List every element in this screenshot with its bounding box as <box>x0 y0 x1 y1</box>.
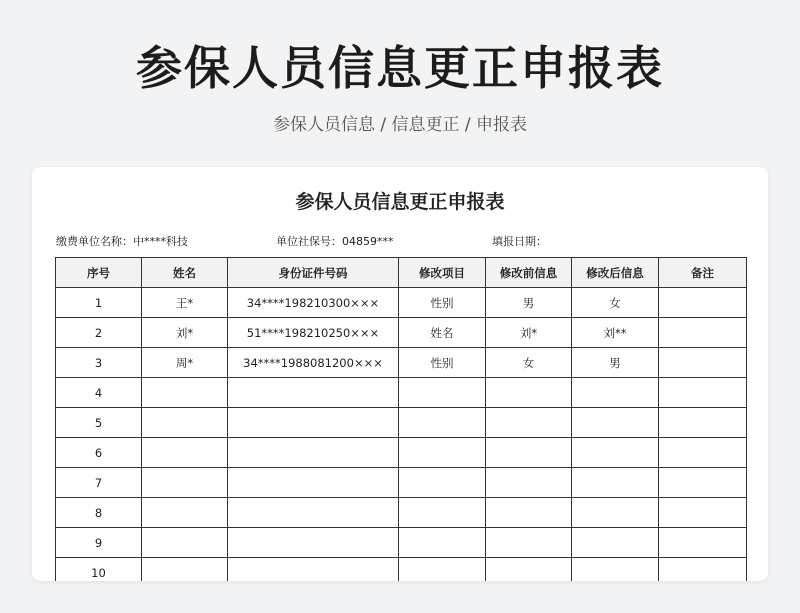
table-row <box>56 408 747 438</box>
column-header-name: 姓名 <box>142 258 228 288</box>
cell-index: 2 <box>56 318 142 348</box>
table-row <box>56 288 747 318</box>
table-body <box>56 288 747 582</box>
cell-remarks[interactable] <box>659 288 747 318</box>
cell-after[interactable] <box>572 378 659 408</box>
column-header-id-number: 身份证件号码 <box>228 258 399 288</box>
cell-modified-item[interactable] <box>399 498 486 528</box>
table-header-row <box>56 258 747 288</box>
cell-before: 女 <box>486 348 572 378</box>
cell-id-number[interactable] <box>228 468 399 498</box>
cell-remarks[interactable] <box>659 558 747 582</box>
cell-id-number: 51****198210250××× <box>228 318 399 348</box>
cell-name[interactable] <box>142 438 228 468</box>
cell-name[interactable] <box>142 528 228 558</box>
cell-modified-item: 性别 <box>399 288 486 318</box>
fill-date-field <box>492 234 547 250</box>
cell-remarks[interactable] <box>659 378 747 408</box>
cell-id-number[interactable] <box>228 528 399 558</box>
cell-id-number: 34****198210300××× <box>228 288 399 318</box>
cell-index[interactable]: 5 <box>56 408 142 438</box>
cell-id-number: 34****1988081200××× <box>228 348 399 378</box>
table-row <box>56 468 747 498</box>
cell-modified-item[interactable] <box>399 408 486 438</box>
cell-remarks[interactable] <box>659 498 747 528</box>
cell-before[interactable] <box>486 438 572 468</box>
cell-modified-item[interactable] <box>399 378 486 408</box>
cell-modified-item: 性别 <box>399 348 486 378</box>
cell-after: 男 <box>572 348 659 378</box>
cell-id-number[interactable] <box>228 438 399 468</box>
cell-after[interactable] <box>572 438 659 468</box>
cell-modified-item: 姓名 <box>399 318 486 348</box>
table-row <box>56 528 747 558</box>
table-row <box>56 498 747 528</box>
cell-before[interactable] <box>486 498 572 528</box>
cell-before[interactable] <box>486 408 572 438</box>
cell-after: 刘** <box>572 318 659 348</box>
cell-remarks[interactable] <box>659 408 747 438</box>
table-row <box>56 318 747 348</box>
table-row <box>56 378 747 408</box>
cell-name: 刘* <box>142 318 228 348</box>
cell-index: 1 <box>56 288 142 318</box>
cell-before: 男 <box>486 288 572 318</box>
cell-name[interactable] <box>142 468 228 498</box>
cell-after[interactable] <box>572 558 659 582</box>
column-header-modified-item: 修改项目 <box>399 258 486 288</box>
unit-name-label: 缴费单位名称： <box>56 235 133 248</box>
cell-modified-item[interactable] <box>399 468 486 498</box>
table-row <box>56 348 747 378</box>
cell-remarks[interactable] <box>659 438 747 468</box>
cell-before[interactable] <box>486 378 572 408</box>
cell-remarks[interactable] <box>659 318 747 348</box>
social-security-number-value: 04859*** <box>342 235 394 248</box>
social-security-number-field <box>276 234 394 250</box>
cell-after: 女 <box>572 288 659 318</box>
cell-index[interactable]: 8 <box>56 498 142 528</box>
column-header-after: 修改后信息 <box>572 258 659 288</box>
form-card <box>32 167 768 581</box>
form-title: 参保人员信息更正申报表 <box>295 191 505 213</box>
cell-modified-item[interactable] <box>399 558 486 582</box>
cell-before[interactable] <box>486 528 572 558</box>
column-header-index: 序号 <box>56 258 142 288</box>
cell-modified-item[interactable] <box>399 438 486 468</box>
column-header-before: 修改前信息 <box>486 258 572 288</box>
cell-name: 周* <box>142 348 228 378</box>
column-header-remarks: 备注 <box>659 258 747 288</box>
cell-remarks[interactable] <box>659 348 747 378</box>
cell-id-number[interactable] <box>228 378 399 408</box>
cell-after[interactable] <box>572 498 659 528</box>
cell-id-number[interactable] <box>228 498 399 528</box>
cell-after[interactable] <box>572 528 659 558</box>
cell-before[interactable] <box>486 468 572 498</box>
table-row <box>56 438 747 468</box>
cell-remarks[interactable] <box>659 468 747 498</box>
unit-name-field <box>56 234 188 250</box>
cell-index[interactable]: 10 <box>56 558 142 582</box>
cell-remarks[interactable] <box>659 528 747 558</box>
social-security-number-label: 单位社保号： <box>276 235 342 248</box>
cell-modified-item[interactable] <box>399 528 486 558</box>
cell-before[interactable] <box>486 558 572 582</box>
table-row <box>56 558 747 582</box>
cell-id-number[interactable] <box>228 558 399 582</box>
cell-name[interactable] <box>142 378 228 408</box>
cell-after[interactable] <box>572 468 659 498</box>
unit-name-value: 中****科技 <box>133 235 188 248</box>
fill-date-label: 填报日期： <box>492 235 547 248</box>
cell-name[interactable] <box>142 558 228 582</box>
page-subtitle: 参保人员信息 / 信息更正 / 申报表 <box>272 115 528 135</box>
cell-index[interactable]: 9 <box>56 528 142 558</box>
cell-name[interactable] <box>142 408 228 438</box>
cell-name[interactable] <box>142 498 228 528</box>
cell-index: 3 <box>56 348 142 378</box>
cell-id-number[interactable] <box>228 408 399 438</box>
cell-index[interactable]: 7 <box>56 468 142 498</box>
cell-name: 王* <box>142 288 228 318</box>
cell-before: 刘* <box>486 318 572 348</box>
cell-index[interactable]: 4 <box>56 378 142 408</box>
cell-after[interactable] <box>572 408 659 438</box>
cell-index[interactable]: 6 <box>56 438 142 468</box>
correction-table <box>55 257 747 581</box>
page-title: 参保人员信息更正申报表 <box>136 41 664 95</box>
